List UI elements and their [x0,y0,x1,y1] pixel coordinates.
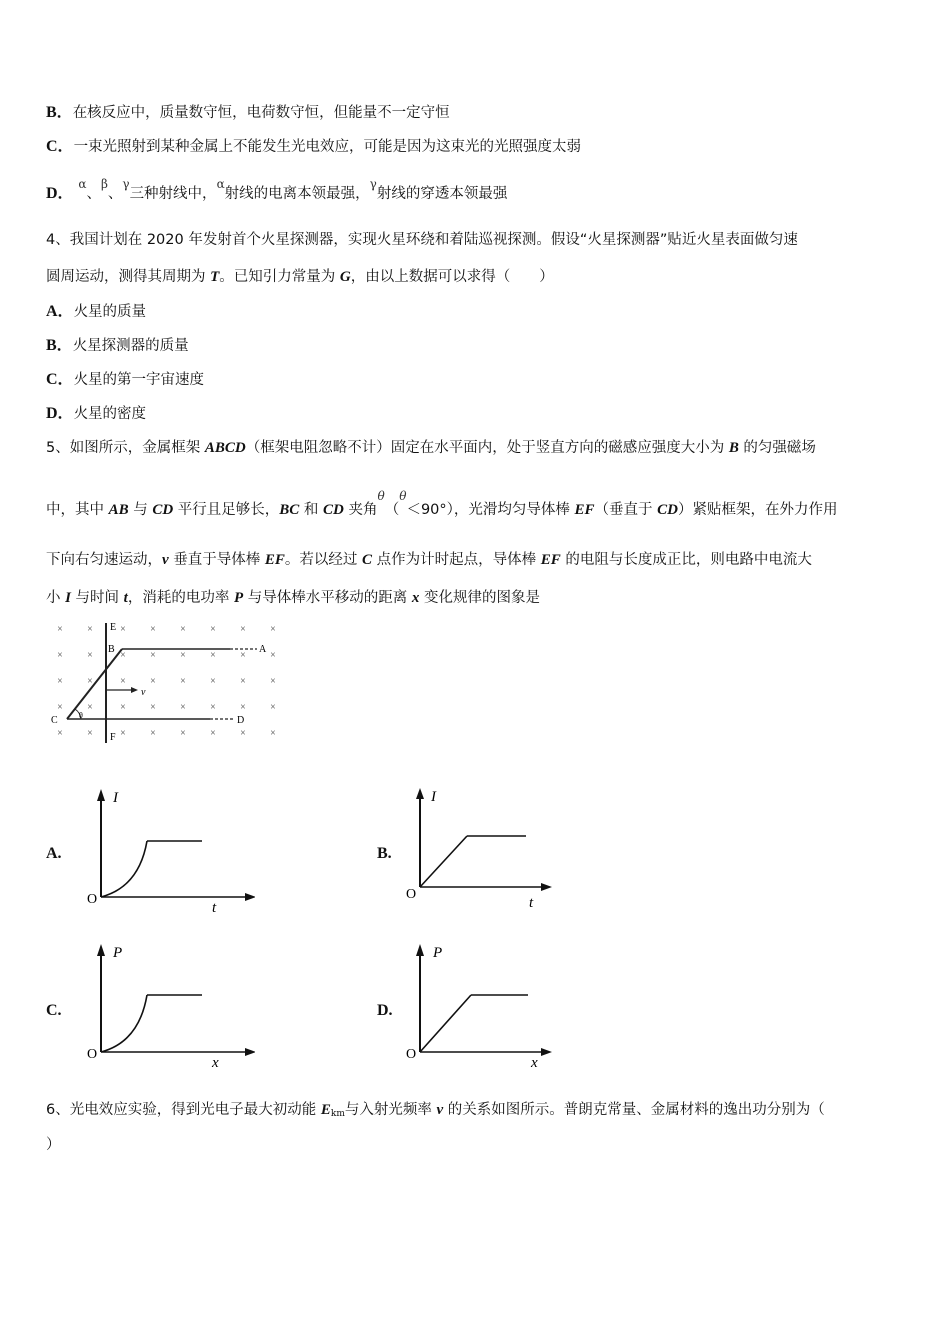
graph-option-d-label[interactable]: D. [377,1002,393,1019]
y-axis-arrowhead [416,944,424,956]
field-cross-mark: × [57,702,63,713]
gamma-symbol: γ [369,177,377,191]
field-cross-mark: × [150,702,156,713]
field-cross-mark: × [120,650,126,661]
y-label: I [431,789,436,805]
x-axis-arrowhead [541,883,552,891]
x-label: t [529,895,534,911]
x-label: x [212,1055,219,1070]
x-axis-arrowhead [541,1048,552,1056]
option-label: B． [46,337,73,354]
field-cross-mark: × [180,676,186,687]
linear-segment [420,995,471,1052]
field-cross-mark: × [57,624,63,635]
label-c: C [51,715,58,726]
field-cross-mark: × [210,728,216,739]
separator: 、 [107,186,123,202]
field-cross-mark: × [57,650,63,661]
field-cross-mark: × [240,702,246,713]
var: EF [540,552,561,568]
option-label: D． [46,405,74,422]
text: ，消耗的电功率 [127,590,234,606]
text: （框架电阻忽略不计）固定在水平面内，处于竖直方向的磁感应强度大小为 [245,440,729,456]
var: I [65,590,71,606]
gamma-symbol: γ [122,177,130,191]
var: EF [264,552,285,568]
field-cross-mark: × [240,650,246,661]
q5-stem-line1 [46,437,816,458]
field-cross-mark: × [87,676,93,687]
field-cross-mark: × [57,676,63,687]
field-cross-mark: × [87,702,93,713]
text: 平行且足够长， [173,502,280,518]
graph-d[interactable] [395,940,575,1070]
field-cross-mark: × [240,728,246,739]
origin-label: O [406,887,417,902]
y-label: P [433,945,443,961]
text: 变化规律的图象是 [419,590,540,606]
field-cross-mark: × [270,624,276,635]
text: 与 [128,502,153,518]
text: 夹角 [343,502,378,518]
option-text: 一束光照射到某种金属上不能发生光电效应，可能是因为这束光的光照强度太弱 [73,139,582,155]
var: C [362,552,373,568]
field-cross-mark: × [240,676,246,687]
q4-stem-line1: 4、我国计划在 2020 年发射首个火星探测器，实现火星环绕和着陆巡视探测。假设“火星探测器”贴近火星表面做匀速 [46,232,798,248]
text: （垂直于 [594,502,658,518]
var: B [728,440,739,456]
origin-label: O [406,1047,417,1062]
option-label: D． [46,185,74,202]
label-a: A [259,644,267,655]
field-cross-mark: × [210,624,216,635]
q6-stem-line2: ） [46,1137,61,1153]
x-label: t [212,900,217,915]
var: v [162,552,169,568]
label-b: B [108,644,115,655]
q5-stem-line2 [46,489,838,520]
field-cross-mark: × [150,624,156,635]
graph-c[interactable] [75,940,255,1070]
field-cross-mark: × [120,624,126,635]
text: 的电阻与长度成正比，则电路中电流大 [560,552,812,568]
field-cross-mark: × [210,676,216,687]
subscript: km [330,1109,345,1119]
x-axis-arrowhead [245,893,255,901]
text: 圆周运动，测得其周期为 [46,269,211,285]
text: 的关系如图所示。普朗克常量、金属材料的逸出功分别为（ [443,1102,825,1118]
var: CD [152,502,174,518]
q4-option-b [46,335,189,356]
var: BC [279,502,300,518]
field-cross-mark: × [180,650,186,661]
field-cross-mark: × [240,624,246,635]
velocity-arrowhead [131,687,138,693]
label-d: D [237,715,245,726]
text: 和 [299,502,324,518]
y-label: P [113,945,123,961]
q6-stem-line1 [46,1099,825,1124]
theta-symbol: θ [399,489,407,503]
text: ）紧贴框架，在外力作用 [677,502,838,518]
label-v: v [141,687,146,698]
field-cross-mark: × [120,676,126,687]
field-cross-mark: × [270,702,276,713]
field-cross-mark: × [180,624,186,635]
field-cross-mark: × [180,728,186,739]
y-axis-arrowhead [416,788,424,799]
q3-option-d [46,177,508,204]
var: P [233,590,244,606]
curve [101,841,147,897]
alpha-symbol: α [78,177,87,191]
graph-b[interactable] [395,785,575,915]
graph-a[interactable] [75,785,255,915]
x-label: x [531,1055,538,1070]
option-label: C． [46,371,74,388]
var: x [411,590,420,606]
text: 中，其中 [46,502,109,518]
option-text: 火星的第一宇宙速度 [73,372,205,388]
graph-option-b-label[interactable]: B. [377,845,392,862]
field-cross-mark: × [270,676,276,687]
circuit-figure [45,618,285,743]
origin-label: O [87,892,98,907]
option-text: 射线的穿透本领最强 [376,186,508,202]
graph-option-a-label[interactable]: A. [46,845,62,862]
option-text: 射线的电离本领最强， [224,186,370,202]
text: ，由以上数据可以求得（ ） [350,269,554,285]
beta-symbol: β [100,177,108,191]
y-label: I [113,790,118,806]
option-label: C． [46,138,74,155]
option-label: A． [46,303,74,320]
text: 小 [46,590,66,606]
var: CD [657,502,678,518]
var: ABCD [204,440,246,456]
option-text: 在核反应中，质量数守恒，电荷数守恒，但能量不一定守恒 [72,105,450,121]
text: 。已知引力常量为 [219,269,340,285]
text: 。若以经过 [284,552,363,568]
q4-stem-line2 [46,266,554,287]
field-cross-mark: × [150,676,156,687]
text: 与入射光频率 [344,1102,437,1118]
option-text: 火星的密度 [73,406,147,422]
curve [101,995,147,1052]
var: EF [574,502,595,518]
text: 的匀强磁场 [738,440,816,456]
q3-option-b [46,102,450,123]
field-cross-mark: × [87,624,93,635]
field-cross-mark: × [87,650,93,661]
option-text: 火星的质量 [73,304,147,320]
q5-stem-line4 [46,587,540,608]
option-text: 火星探测器的质量 [72,338,189,354]
linear-segment [420,836,467,887]
field-cross-mark: × [150,650,156,661]
q4-option-a [46,301,146,322]
field-cross-mark: × [87,728,93,739]
label-theta: θ [79,711,83,720]
y-axis-arrowhead [97,789,105,801]
field-cross-mark: × [150,728,156,739]
q4-option-d [46,403,146,424]
field-cross-mark: × [270,650,276,661]
field-cross-mark: × [57,728,63,739]
field-cross-mark: × [210,650,216,661]
var: E [320,1102,331,1118]
q4-option-c [46,369,204,390]
text: 与时间 [70,590,124,606]
text: 下向右匀速运动， [46,552,162,568]
q5-stem-line3 [46,549,812,570]
alpha-symbol: α [216,177,225,191]
text: 垂直于导体棒 [168,552,265,568]
theta-symbol: θ [377,489,385,503]
field-cross-mark: × [120,702,126,713]
label-e: E [110,622,117,633]
var: CD [323,502,344,518]
option-label: B． [46,104,73,121]
text: ＜90°），光滑均匀导体棒 [406,502,575,518]
text: 点作为计时起点，导体棒 [372,552,541,568]
text: 5、如图所示，金属框架 [46,440,205,456]
var: AB [108,502,129,518]
frame-bc [67,649,122,719]
text: （ [384,502,400,518]
option-text: 三种射线中， [129,186,217,202]
origin-label: O [87,1047,98,1062]
y-axis-arrowhead [97,944,105,956]
field-cross-mark: × [270,728,276,739]
separator: 、 [86,186,101,202]
field-cross-mark: × [120,728,126,739]
var-T: T [210,269,220,285]
x-axis-arrowhead [245,1048,255,1056]
var: v [436,1102,444,1118]
field-cross-mark: × [180,702,186,713]
var: t [123,590,128,606]
text: 与导体棒水平移动的距离 [243,590,412,606]
label-f: F [110,732,116,743]
text: 6、光电效应实验，得到光电子最大初动能 [46,1102,321,1118]
field-cross-mark: × [210,702,216,713]
graph-option-c-label[interactable]: C. [46,1002,62,1019]
var-G: G [339,269,351,285]
q3-option-c [46,136,581,157]
